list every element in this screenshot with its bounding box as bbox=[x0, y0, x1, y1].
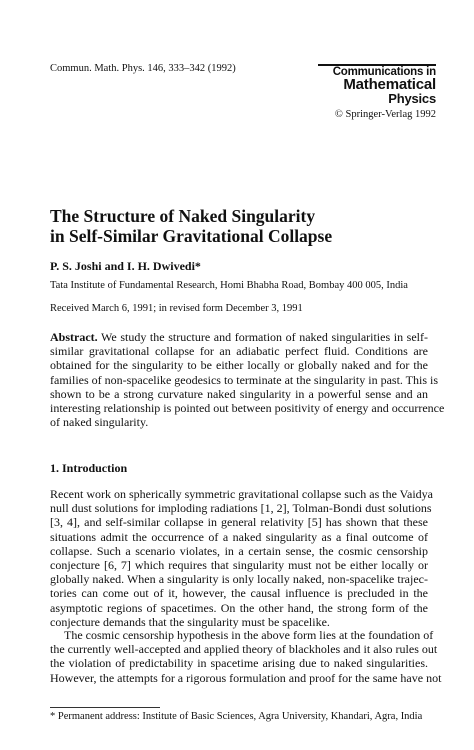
journal-name-line1: Communications in bbox=[332, 65, 436, 78]
affiliation: Tata Institute of Fundamental Research, Homi Bhabha Road, Bombay 400 005, India bbox=[50, 280, 408, 291]
section-heading: 1. Introduction bbox=[50, 461, 128, 475]
abstract bbox=[50, 330, 445, 430]
abstract-line bbox=[50, 330, 428, 344]
paper-title bbox=[50, 206, 430, 246]
journal-citation: Commun. Math. Phys. 146, 333–342 (1992) bbox=[50, 63, 236, 74]
body-line: Recent work on spherically symmetric gravitational collapse such as the Vaidya bbox=[50, 487, 433, 501]
copyright-notice: © Springer-Verlag 1992 bbox=[334, 108, 436, 120]
authors: P. S. Joshi and I. H. Dwivedi* bbox=[50, 259, 201, 273]
journal-name-line3: Physics bbox=[388, 90, 436, 106]
intro-paragraph-1 bbox=[50, 487, 433, 629]
body-line: [3, 4], and self-similar collapse in general relativity [5] has shown that these bbox=[50, 515, 428, 530]
footnote: * Permanent address: Institute of Basic Sciences, Agra University, Khandari, Agra, India bbox=[50, 711, 423, 722]
footnote-rule bbox=[50, 707, 160, 708]
received-dates: Received March 6, 1991; in revised form December 3, 1991 bbox=[50, 303, 303, 314]
journal-logo bbox=[318, 64, 436, 120]
intro-paragraph-2 bbox=[50, 628, 442, 685]
body-line: situations admit the occurrence of a naked singularity as a final outcome of bbox=[50, 529, 428, 544]
body-line: tories can come out of it, however, the causal influence is precluded in the bbox=[50, 586, 428, 601]
abstract-label: Abstract. bbox=[50, 330, 98, 344]
abstract-line: obtained for the singularity to be either locally or globally naked and for the bbox=[50, 358, 428, 373]
body-line: null dust solutions for imploding radiations [1, 2], Tolman-Bondi dust solutions bbox=[50, 501, 432, 516]
body-line: asymptotic regions of spacetimes. On the other hand, the strong form of the bbox=[50, 600, 428, 615]
body-line: globally naked. When a singularity is only locally naked, non-spacelike trajec- bbox=[50, 572, 428, 587]
body-line: the violation of predictability in spacetime arising due to naked singularities. bbox=[50, 656, 428, 671]
abstract-line: shown to be a strong curvature naked singularity in a powerful sense and an bbox=[50, 386, 428, 401]
title-line: in Self-Similar Gravitational Collapse bbox=[50, 226, 333, 246]
body-line: the currently well-accepted and applied theory of blackholes and it also rules out bbox=[50, 642, 438, 657]
abstract-line: similar gravitational collapse for an adiabatic perfect fluid. Conditions are bbox=[50, 344, 428, 359]
abstract-text: We study the structure and formation of naked singularities in self- bbox=[97, 330, 428, 344]
abstract-line: of naked singularity. bbox=[50, 415, 149, 430]
body-line: However, the attempts for a rigorous formulation and proof for the same have not bbox=[50, 670, 442, 685]
body-line: collapse. Such a scenario violates, in a certain sense, the cosmic censorship bbox=[50, 543, 428, 558]
journal-name-line2: Mathematical bbox=[343, 75, 436, 93]
abstract-line: interesting relationship is pointed out between positivity of energy and occurrence bbox=[50, 401, 445, 416]
body-line: The cosmic censorship hypothesis in the above form lies at the foundation of bbox=[64, 628, 434, 642]
body-line: conjecture [6, 7] which requires that singularity must not be either locally or bbox=[50, 558, 428, 573]
title-line: The Structure of Naked Singularity bbox=[50, 206, 316, 226]
body-line: conjecture demands that the singularity must be spacelike. bbox=[50, 614, 330, 629]
abstract-line: families of non-spacelike geodesics to terminate at the singularity in past. This is bbox=[50, 372, 439, 387]
